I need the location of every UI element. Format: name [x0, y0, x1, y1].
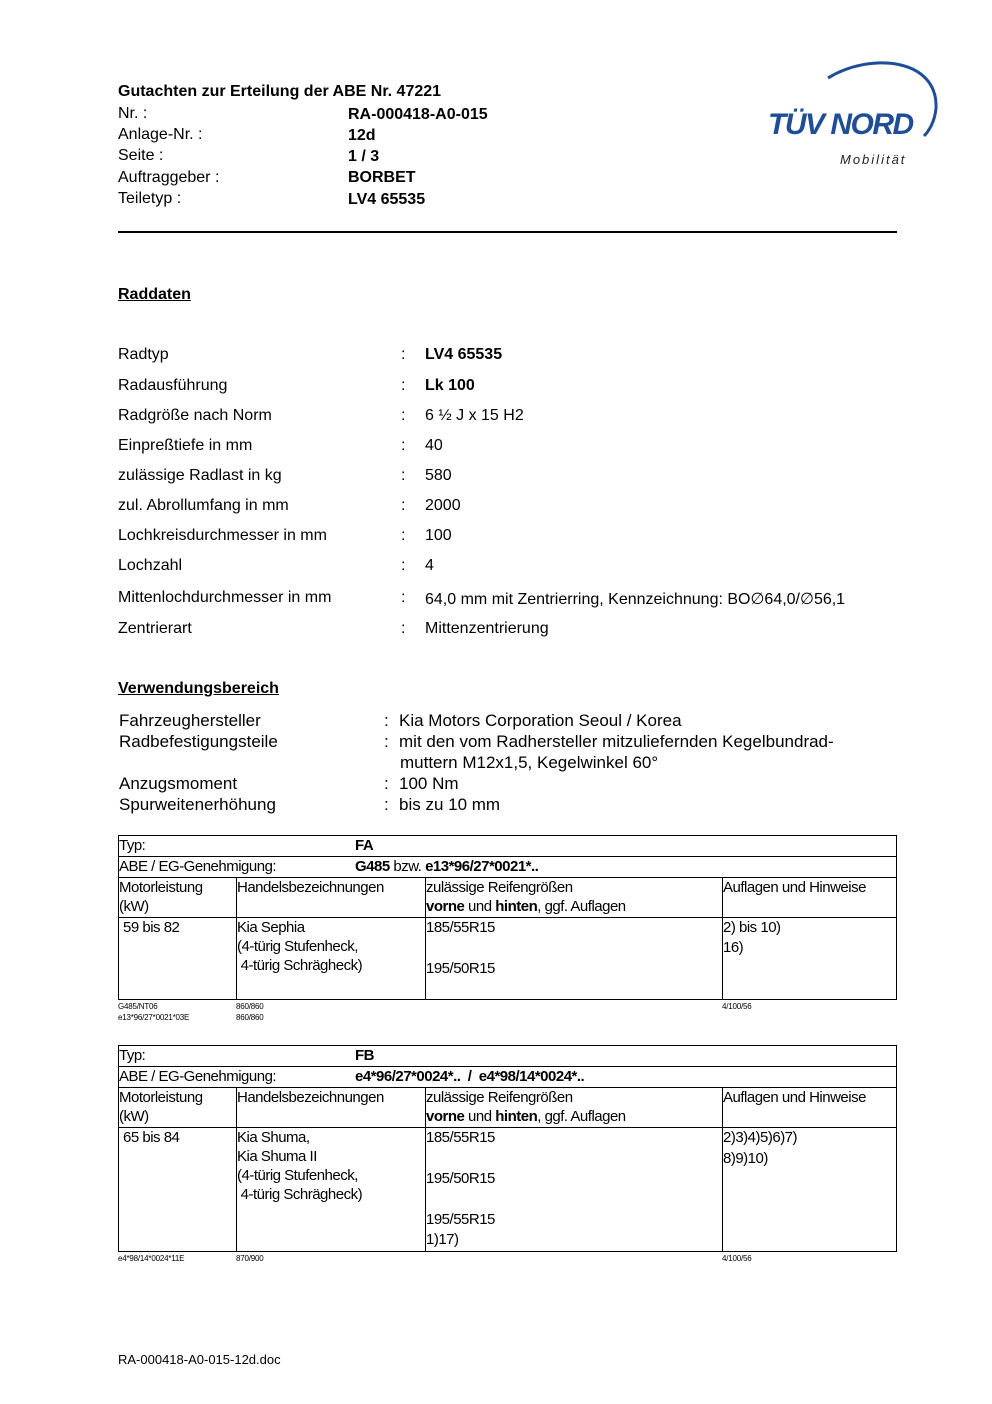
- col-header-vorne: vorne: [426, 1108, 465, 1125]
- separator-colon: :: [401, 589, 406, 606]
- col-header-und: und: [464, 1108, 496, 1125]
- raddaten-row: [118, 620, 918, 640]
- cell-tyre: 1)17): [426, 1231, 459, 1248]
- col-header-hinweise: Auflagen und Hinweise: [723, 879, 866, 896]
- cell-tyre: 195/50R15: [426, 960, 495, 977]
- separator-colon: :: [384, 711, 389, 730]
- raddaten-row: [118, 407, 918, 427]
- header-label-seite: Seite :: [118, 147, 164, 164]
- cell-note: 2) bis 10): [723, 919, 781, 936]
- raddaten-label: Radtyp: [118, 346, 169, 363]
- footnote-code: 860/860: [236, 1013, 264, 1022]
- raddaten-label: zul. Abrollumfang in mm: [118, 497, 289, 514]
- raddaten-row: [118, 377, 918, 397]
- verwendung-label: Radbefestigungsteile: [119, 732, 278, 751]
- logo-subtitle: Mobilität: [840, 152, 907, 167]
- raddaten-label: Radgröße nach Norm: [118, 407, 272, 424]
- cell-name: Kia Sephia: [237, 919, 305, 936]
- raddaten-value: 6 ½ J x 15 H2: [425, 407, 524, 424]
- abe-value-connector: bzw.: [389, 858, 426, 875]
- raddaten-value: 2000: [425, 497, 461, 514]
- footer-filename: RA-000418-A0-015-12d.doc: [118, 1352, 281, 1367]
- raddaten-value: LV4 65535: [425, 346, 503, 363]
- col-header-hinten: hinten: [495, 1108, 538, 1125]
- header-label-teiletyp: Teiletyp :: [118, 190, 182, 207]
- raddaten-value: 40: [425, 437, 443, 454]
- raddaten-label: Radausführung: [118, 377, 228, 394]
- raddaten-label: Lochzahl: [118, 557, 183, 574]
- col-header-hinweise: Auflagen und Hinweise: [723, 1089, 866, 1106]
- cell-note: 2)3)4)5)6)7): [723, 1129, 798, 1146]
- col-header-reifengroessen-sub: [426, 897, 626, 916]
- verwendung-value: Kia Motors Corporation Seoul / Korea: [399, 711, 682, 730]
- header-value-seite: 1 / 3: [348, 148, 380, 165]
- header-label-anlage: Anlage-Nr. :: [118, 126, 203, 143]
- separator-colon: :: [401, 557, 406, 574]
- abe-label: ABE / EG-Genehmigung:: [119, 858, 277, 875]
- abe-label: ABE / EG-Genehmigung:: [119, 1068, 277, 1085]
- cell-name: 4-türig Schrägheck): [237, 1186, 363, 1203]
- separator-colon: :: [401, 407, 406, 424]
- col-header-auflagen-suffix: , ggf. Auflagen: [537, 898, 626, 915]
- raddaten-row: [118, 467, 918, 487]
- col-header-vorne: vorne: [426, 898, 465, 915]
- separator-colon: :: [401, 467, 406, 484]
- header-divider: [118, 231, 897, 233]
- abe-value-primary: G485: [355, 858, 390, 875]
- raddaten-row: [118, 346, 918, 366]
- separator-colon: :: [401, 377, 406, 394]
- raddaten-value: 4: [425, 557, 434, 574]
- raddaten-value: Mittenzentrierung: [425, 620, 549, 637]
- col-header-hinten: hinten: [495, 898, 538, 915]
- cell-name: Kia Shuma,: [237, 1129, 310, 1146]
- typ-label: Typ:: [119, 837, 146, 854]
- cell-tyre: 195/50R15: [426, 1170, 495, 1187]
- verwendung-value: bis zu 10 mm: [399, 795, 501, 814]
- header-value-anlage: 12d: [348, 127, 376, 144]
- cell-name: 4-türig Schrägheck): [237, 957, 363, 974]
- raddaten-row: [118, 557, 918, 577]
- raddaten-row: [118, 497, 918, 517]
- separator-colon: :: [401, 620, 406, 637]
- footnote-code: 860/860: [236, 1002, 264, 1011]
- verwendung-heading: Verwendungsbereich: [118, 680, 279, 697]
- cell-motorleistung: 59 bis 82: [123, 919, 180, 936]
- footnote-code: e13*96/27*0021*03E: [118, 1013, 190, 1022]
- header-label-nr: Nr. :: [118, 105, 148, 122]
- typ-value: FB: [355, 1047, 374, 1064]
- separator-colon: :: [384, 732, 389, 751]
- separator-colon: :: [401, 497, 406, 514]
- cell-tyre: 195/55R15: [426, 1211, 495, 1228]
- cell-tyre: 185/55R15: [426, 919, 495, 936]
- typ-value: FA: [355, 837, 374, 854]
- col-header-motorleistung: Motorleistung: [119, 1089, 203, 1106]
- cell-name: Kia Shuma II: [237, 1148, 317, 1165]
- vehicle-table-fb: [118, 1045, 897, 1253]
- verwendung-label: Spurweitenerhöhung: [119, 795, 276, 814]
- footnote-code: e4*98/14*0024*11E: [118, 1254, 185, 1263]
- raddaten-value: 64,0 mm mit Zentrierring, Kennzeichnung: BO∅64,0/∅56,1: [425, 591, 846, 608]
- col-header-handelsbezeichnungen: Handelsbezeichnungen: [237, 1089, 384, 1106]
- col-header-und: und: [464, 898, 496, 915]
- cell-name: (4-türig Stufenheck,: [237, 1167, 358, 1184]
- cell-note: 16): [723, 939, 744, 956]
- footnote-code: G485/NT06: [118, 1002, 158, 1011]
- raddaten-label: Lochkreisdurchmesser in mm: [118, 527, 327, 544]
- abe-value: e4*96/27*0024*.. / e4*98/14*0024*..: [355, 1068, 585, 1085]
- raddaten-row: [118, 437, 918, 457]
- verwendung-label: Anzugsmoment: [119, 774, 238, 793]
- raddaten-label: zulässige Radlast in kg: [118, 467, 282, 484]
- cell-tyre: 185/55R15: [426, 1129, 495, 1146]
- cell-name: (4-türig Stufenheck,: [237, 938, 358, 955]
- abe-value-secondary: e13*96/27*0021*..: [425, 858, 539, 875]
- raddaten-value: 580: [425, 467, 452, 484]
- footnote-code: 4/100/56: [722, 1254, 752, 1263]
- footnote-code: 4/100/56: [722, 1002, 752, 1011]
- raddaten-row: [118, 527, 918, 547]
- typ-label: Typ:: [119, 1047, 146, 1064]
- vehicle-table-fa: [118, 835, 897, 1001]
- separator-colon: :: [384, 795, 389, 814]
- raddaten-label: Zentrierart: [118, 620, 192, 637]
- separator-colon: :: [384, 774, 389, 793]
- separator-colon: :: [401, 437, 406, 454]
- col-header-motorleistung: Motorleistung: [119, 879, 203, 896]
- footnote-code: 870/900: [236, 1254, 264, 1263]
- col-header-reifengroessen-sub: [426, 1107, 626, 1126]
- col-header-motorleistung-unit: (kW): [119, 1108, 149, 1125]
- col-header-handelsbezeichnungen: Handelsbezeichnungen: [237, 879, 384, 896]
- raddaten-heading: Raddaten: [118, 286, 191, 303]
- verwendung-value: muttern M12x1,5, Kegelwinkel 60°: [400, 753, 659, 772]
- raddaten-row: [118, 589, 918, 609]
- verwendung-label: Fahrzeughersteller: [119, 711, 261, 730]
- verwendung-value: 100 Nm: [399, 774, 459, 793]
- raddaten-value: Lk 100: [425, 377, 475, 394]
- col-header-reifengroessen: zulässige Reifengrößen: [426, 1089, 573, 1106]
- raddaten-value: 100: [425, 527, 452, 544]
- col-header-auflagen-suffix: , ggf. Auflagen: [537, 1108, 626, 1125]
- raddaten-label: Einpreßtiefe in mm: [118, 437, 253, 454]
- separator-colon: :: [401, 527, 406, 544]
- col-header-motorleistung-unit: (kW): [119, 898, 149, 915]
- separator-colon: :: [401, 346, 406, 363]
- header-value-nr: RA-000418-A0-015: [348, 106, 488, 123]
- header-value-teiletyp: LV4 65535: [348, 191, 426, 208]
- cell-note: 8)9)10): [723, 1150, 768, 1167]
- logo-wordmark: TÜV NORD: [768, 108, 913, 141]
- cell-motorleistung: 65 bis 84: [123, 1129, 180, 1146]
- header-value-auftraggeber: BORBET: [348, 169, 416, 186]
- verwendung-value: mit den vom Radhersteller mitzuliefernden Kegelbundrad-: [399, 732, 834, 751]
- abe-value: [355, 857, 538, 876]
- document-title: Gutachten zur Erteilung der ABE Nr. 47221: [118, 83, 442, 100]
- col-header-reifengroessen: zulässige Reifengrößen: [426, 879, 573, 896]
- raddaten-label: Mittenlochdurchmesser in mm: [118, 589, 332, 606]
- header-label-auftraggeber: Auftraggeber :: [118, 169, 220, 186]
